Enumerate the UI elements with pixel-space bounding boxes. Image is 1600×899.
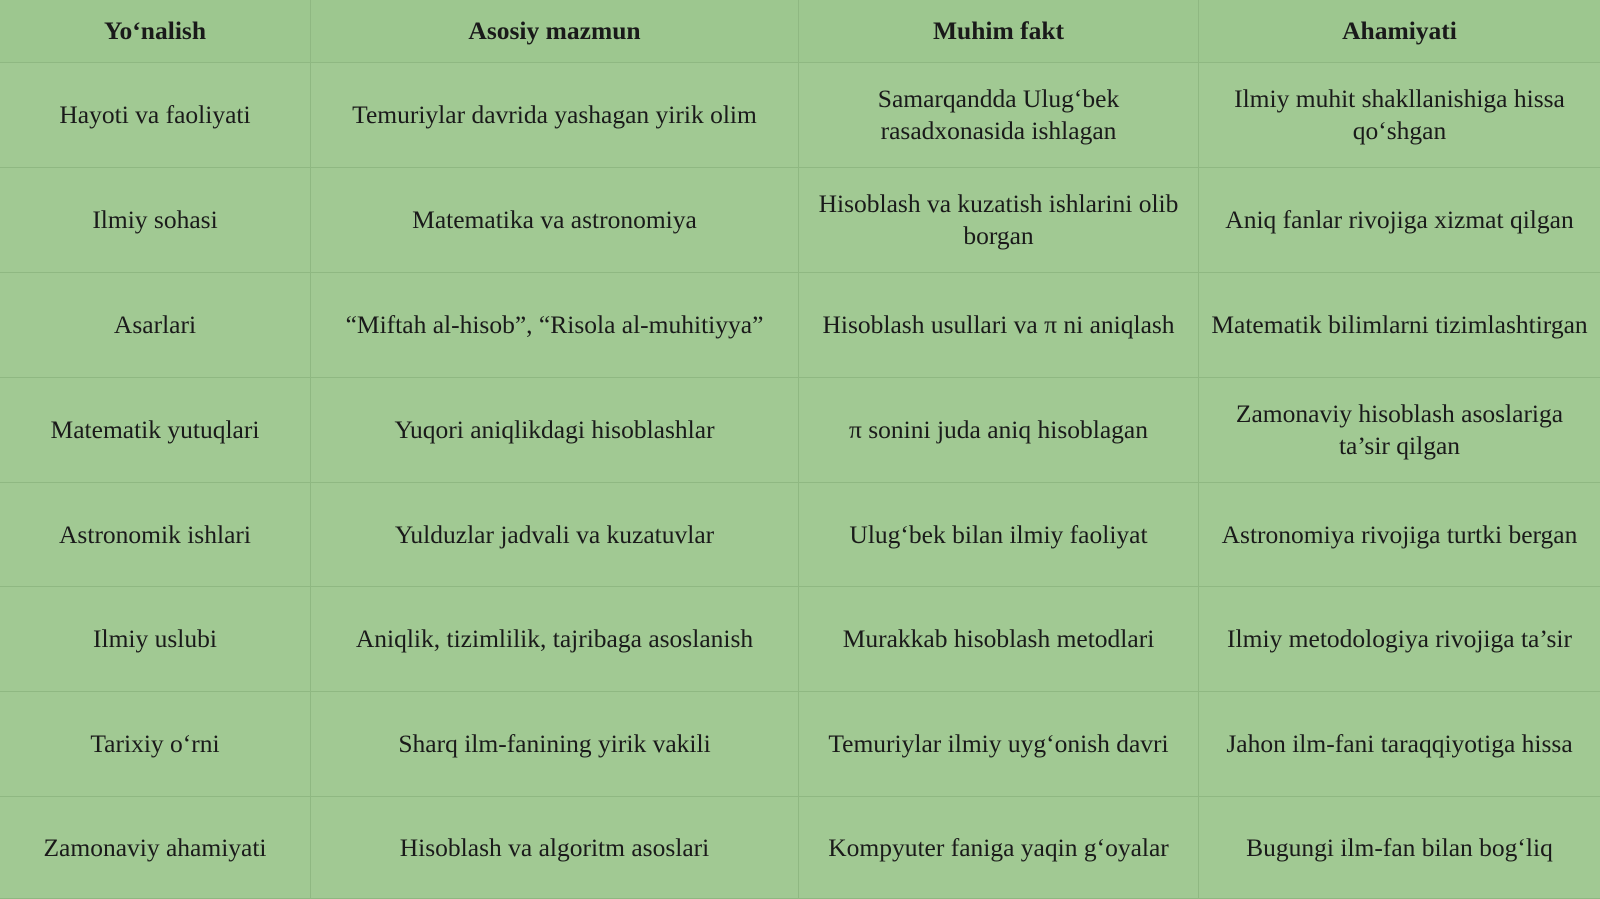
table-cell: Zamonaviy ahamiyati — [0, 797, 311, 899]
table-cell: Ilmiy uslubi — [0, 587, 311, 692]
table-cell: Zamonaviy hisoblash asoslariga ta’sir qilgan — [1199, 378, 1600, 483]
table-cell: Hisoblash va kuzatish ishlarini olib borgan — [799, 168, 1199, 273]
table-cell: Kompyuter faniga yaqin g‘oyalar — [799, 797, 1199, 899]
table-cell: Aniqlik, tizimlilik, tajribaga asoslanish — [311, 587, 799, 692]
table-cell: Hisoblash va algoritm asoslari — [311, 797, 799, 899]
table-cell: Tarixiy o‘rni — [0, 692, 311, 797]
table-cell: Jahon ilm-fani taraqqiyotiga hissa — [1199, 692, 1600, 797]
table-cell: Matematika va astronomiya — [311, 168, 799, 273]
table-cell: Yulduzlar jadvali va kuzatuvlar — [311, 483, 799, 587]
table-cell: Matematik yutuqlari — [0, 378, 311, 483]
table-cell: Hisoblash usullari va π ni aniqlash — [799, 273, 1199, 378]
table-cell: Aniq fanlar rivojiga xizmat qilgan — [1199, 168, 1600, 273]
table-cell: “Miftah al-hisob”, “Risola al-muhitiyya” — [311, 273, 799, 378]
header-cell-ahamiyati: Ahamiyati — [1199, 0, 1600, 63]
table-cell: Matematik bilimlarni tizimlashtirgan — [1199, 273, 1600, 378]
table-cell: Ulug‘bek bilan ilmiy faoliyat — [799, 483, 1199, 587]
table-cell: Yuqori aniqlikdagi hisoblashlar — [311, 378, 799, 483]
table-cell: Asarlari — [0, 273, 311, 378]
table-cell: Ilmiy metodologiya rivojiga ta’sir — [1199, 587, 1600, 692]
table-cell: Ilmiy sohasi — [0, 168, 311, 273]
header-cell-asosiy-mazmun: Asosiy mazmun — [311, 0, 799, 63]
table-cell: Astronomiya rivojiga turtki bergan — [1199, 483, 1600, 587]
table-cell: Ilmiy muhit shakllanishiga hissa qo‘shgan — [1199, 63, 1600, 168]
table-cell: Temuriylar ilmiy uyg‘onish davri — [799, 692, 1199, 797]
table-cell: Bugungi ilm-fan bilan bog‘liq — [1199, 797, 1600, 899]
table-cell: Samarqandda Ulug‘bek rasadxonasida ishlagan — [799, 63, 1199, 168]
table-cell: Astronomik ishlari — [0, 483, 311, 587]
table-cell: Hayoti va faoliyati — [0, 63, 311, 168]
header-cell-yonalish: Yo‘nalish — [0, 0, 311, 63]
table-cell: Temuriylar davrida yashagan yirik olim — [311, 63, 799, 168]
table-cell: π sonini juda aniq hisoblagan — [799, 378, 1199, 483]
table-cell: Murakkab hisoblash metodlari — [799, 587, 1199, 692]
header-cell-muhim-fakt: Muhim fakt — [799, 0, 1199, 63]
table-cell: Sharq ilm-fanining yirik vakili — [311, 692, 799, 797]
